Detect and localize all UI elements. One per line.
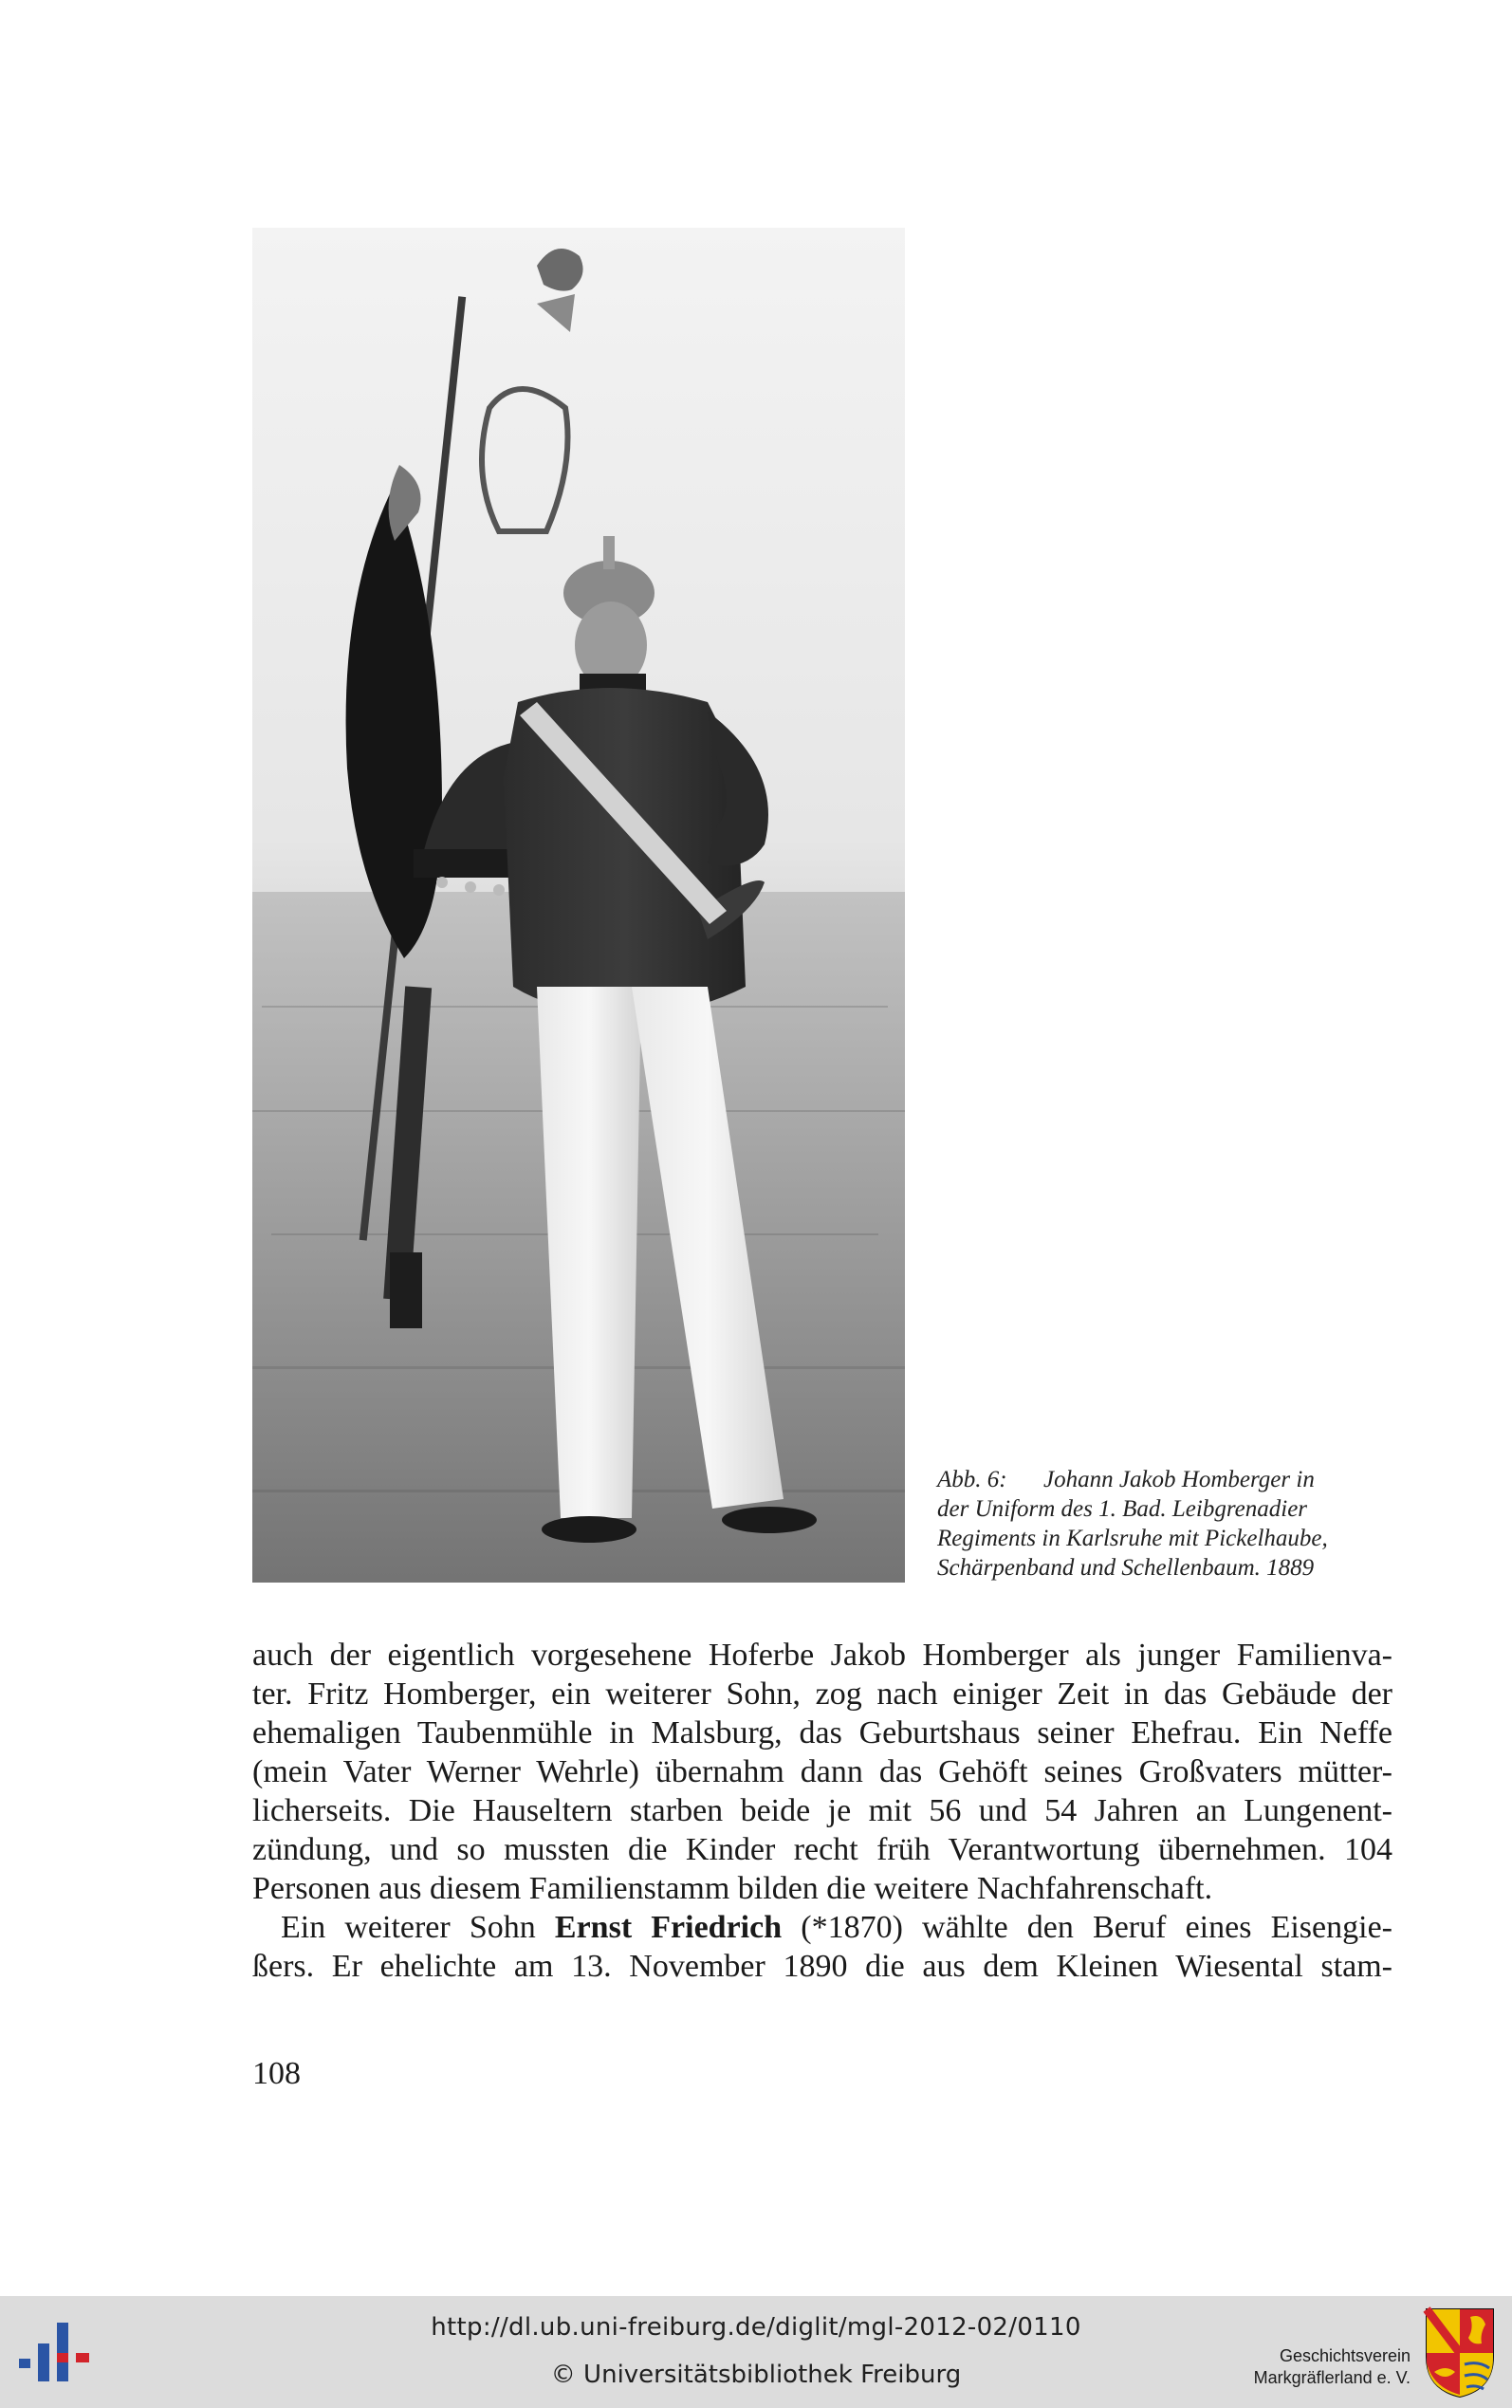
caption-label: Abb. 6:: [937, 1467, 1007, 1492]
figure-photo: [252, 228, 905, 1583]
figure-caption: [937, 1465, 1374, 1583]
text-run: Ein weiterer Sohn: [281, 1910, 555, 1945]
copyright-text: © Universitätsbibliothek Freiburg: [550, 2361, 962, 2389]
caption-line: Regiments in Karlsruhe mit Pickelhaube,: [937, 1526, 1328, 1551]
text-line: zündung, und so mussten die Kinder recht früh Verantwortung übernehmen. 104: [252, 1832, 1392, 1867]
text-line: [252, 1908, 1392, 1947]
text-line: ter. Fritz Homberger, ein weiterer Sohn, zog nach einiger Zeit in das Gebäude der: [252, 1676, 1392, 1712]
caption-line: Johann Jakob Homberger in: [1043, 1467, 1315, 1492]
paragraph: [252, 1908, 1392, 1986]
page-number: 108: [252, 2056, 301, 2091]
text-line: (mein Vater Werner Wehrle) übernahm dann das Gehöft seines Großvaters mütter-: [252, 1754, 1392, 1789]
text-run: (*1870) wählte den Beruf eines Eisengie-: [782, 1910, 1392, 1945]
footer-bar: [0, 2296, 1512, 2408]
caption-line: Schärpenband und Schellenbaum. 1889: [937, 1555, 1315, 1581]
society-name-line: Geschichtsverein: [1279, 2346, 1411, 2365]
caption-line: der Uniform des 1. Bad. Leibgrenadier: [937, 1496, 1308, 1522]
text-line: licherseits. Die Hauseltern starben beide je mit 56 und 54 Jahren an Lungenent-: [252, 1793, 1392, 1828]
person-name: Ernst Friedrich: [554, 1910, 783, 1945]
paragraph: [252, 1636, 1392, 1908]
society-name: [1216, 2345, 1411, 2389]
text-line: ßers. Er ehelichte am 13. November 1890 die aus dem Kleinen Wiesental stam-: [252, 1949, 1392, 1984]
text-line: Personen aus diesem Familienstamm bilden die weitere Nachfahrenschaft.: [252, 1871, 1213, 1906]
body-text: [252, 1636, 1392, 1986]
source-url-link[interactable]: http://dl.ub.uni-freiburg.de/diglit/mgl-2012-02/0110: [431, 2313, 1081, 2342]
society-name-line: Markgräflerland e. V.: [1253, 2368, 1411, 2387]
text-line: auch der eigentlich vorgesehene Hoferbe Jakob Homberger als junger Familienva-: [252, 1638, 1392, 1673]
coat-of-arms-icon[interactable]: [1423, 2306, 1497, 2399]
photo-image: [252, 228, 905, 1583]
text-line: ehemaligen Taubenmühle in Malsburg, das Geburtshaus seiner Ehefrau. Ein Neffe: [252, 1715, 1392, 1750]
